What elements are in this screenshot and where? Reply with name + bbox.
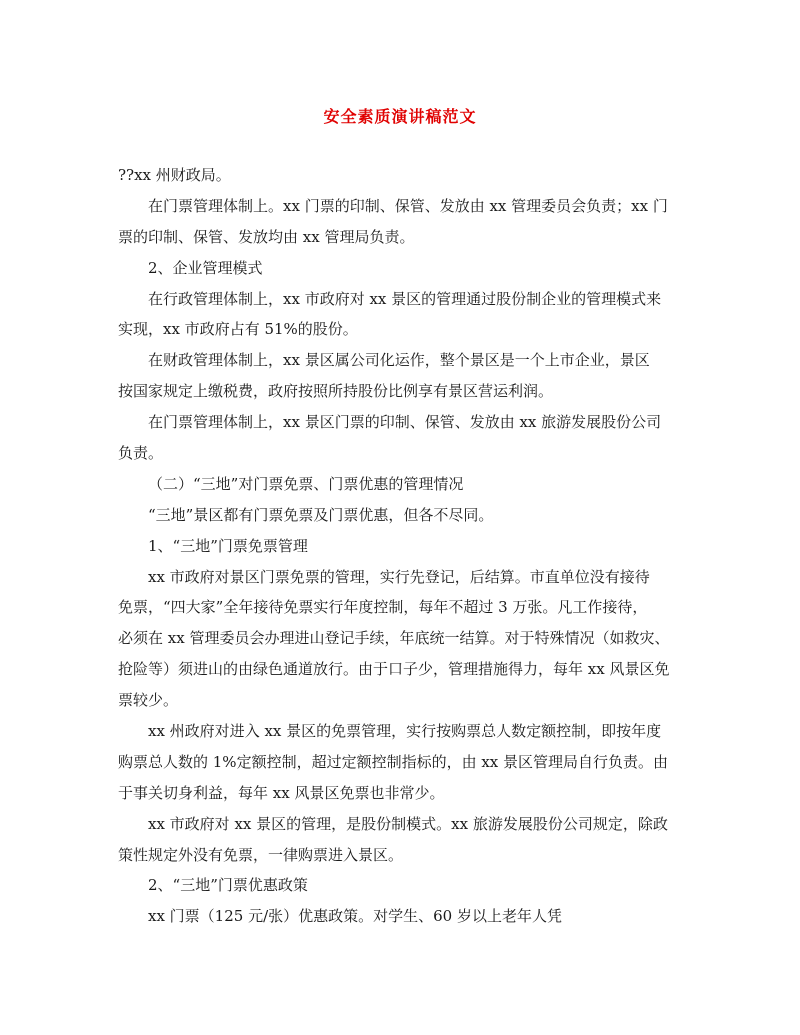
text-line: “三地”景区都有门票免票及门票优惠，但各不尽同。 — [148, 505, 494, 524]
text-line: 在门票管理体制上。xx 门票的印制、保管、发放由 xx 管理委员会负责；xx 门 — [148, 196, 668, 215]
text-line: 按国家规定上缴税费，政府按照所持股份比例享有景区营运利润。 — [118, 382, 554, 401]
text-line: 在门票管理体制上，xx 景区门票的印制、保管、发放由 xx 旅游发展股份公司 — [148, 413, 662, 432]
text-line: 于事关切身利益，每年 xx 风景区免票也非常少。 — [118, 783, 445, 802]
text-line: 票的印制、保管、发放均由 xx 管理局负责。 — [118, 227, 415, 246]
text-line: ??xx 州财政局。 — [118, 166, 231, 184]
text-line: 在行政管理体制上，xx 市政府对 xx 景区的管理通过股份制企业的管理模式来 — [148, 289, 662, 308]
text-line: 负责。 — [118, 444, 164, 463]
text-line: 2、企业管理模式 — [148, 258, 263, 277]
text-line: （二）“三地”对门票免票、门票优惠的管理情况 — [148, 474, 464, 493]
text-line: xx 门票（125 元/张）优惠政策。对学生、60 岁以上老年人凭 — [148, 907, 562, 926]
text-line: 1、“三地”门票免票管理 — [148, 536, 308, 555]
text-line: 抢险等）须进山的由绿色通道放行。由于口子少，管理措施得力，每年 xx 风景区免 — [118, 660, 670, 679]
document-title: 安全素质演讲稿范文 — [323, 107, 477, 126]
text-line: 实现，xx 市政府占有 51%的股份。 — [118, 320, 358, 339]
text-line: 免票，“四大家”全年接待免票实行年度控制，每年不超过 3 万张。凡工作接待， — [118, 598, 648, 617]
text-line: 策性规定外没有免票，一律购票进入景区。 — [118, 845, 404, 864]
text-line: 必须在 xx 管理委员会办理进山登记手续，年底统一结算。对于特殊情况（如救灾、 — [118, 629, 670, 648]
text-line: xx 市政府对 xx 景区的管理，是股份制模式。xx 旅游发展股份公司规定，除政 — [148, 814, 668, 833]
text-line: xx 州政府对进入 xx 景区的免票管理，实行按购票总人数定额控制，即按年度 — [148, 722, 662, 741]
text-line: 购票总人数的 1%定额控制，超过定额控制指标的，由 xx 景区管理局自行负责。由 — [118, 752, 669, 771]
text-line: xx 市政府对景区门票免票的管理，实行先登记，后结算。市直单位没有接待 — [148, 567, 650, 586]
text-line: 票较少。 — [118, 691, 179, 710]
text-line: 2、“三地”门票优惠政策 — [148, 876, 308, 895]
document-body — [118, 160, 688, 932]
text-line: 在财政管理体制上，xx 景区属公司化运作，整个景区是一个上市企业，景区 — [148, 351, 650, 370]
